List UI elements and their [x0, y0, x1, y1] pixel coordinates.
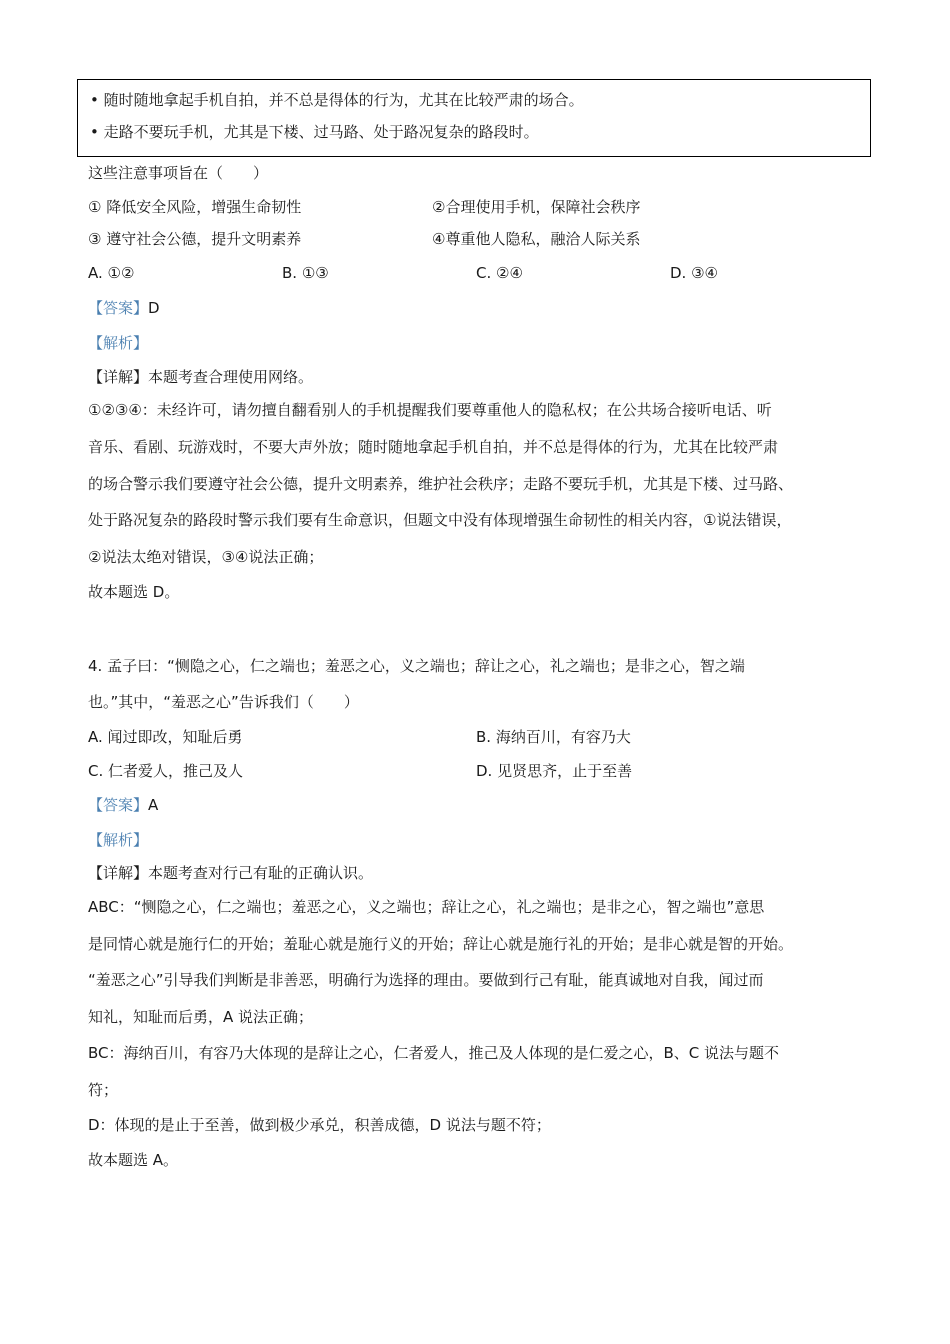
option-d: D. ③④ [670, 264, 718, 282]
detail-line: 【详解】本题考查对行己有耻的正确认识。 [88, 864, 374, 882]
option-c: C. 仁者爱人，推己及人 [88, 762, 244, 780]
analysis-tag: 【解析】 [88, 831, 149, 849]
option-a: A. ①② [88, 264, 135, 282]
question-stem: 也。”其中，“羞恶之心”告诉我们（ ） [88, 693, 359, 711]
answer-value: A [148, 796, 159, 814]
detail-line: ②说法太绝对错误，③④说法正确； [88, 548, 324, 566]
statement: ① 降低安全风险，增强生命韧性 [88, 198, 302, 216]
answer-value: D [148, 299, 160, 317]
option-a: A. 闻过即改，知耻后勇 [88, 728, 243, 746]
note-bullet: • 随时随地拿起手机自拍，并不总是得体的行为，尤其在比较严肃的场合。 [90, 91, 584, 109]
option-d: D. 见贤思齐，止于至善 [476, 762, 633, 780]
notes-box [77, 79, 871, 157]
answer-tag: 【答案】 [88, 796, 149, 814]
answer-line [88, 298, 160, 318]
detail-line: 知礼，知耻而后勇，A 说法正确； [88, 1008, 314, 1026]
detail-line: “羞恶之心”引导我们判断是非善恶，明确行为选择的理由。要做到行己有耻，能真诚地对自我，闻过而 [88, 971, 764, 989]
detail-line: 故本题选 A。 [88, 1151, 179, 1169]
note-bullet: • 走路不要玩手机，尤其是下楼、过马路、处于路况复杂的路段时。 [90, 123, 539, 141]
answer-tag: 【答案】 [88, 299, 149, 317]
option-b: B. ①③ [282, 264, 329, 282]
statement: ②合理使用手机，保障社会秩序 [432, 198, 641, 216]
detail-line: ABC：“恻隐之心，仁之端也；羞恶之心，义之端也；辞让之心，礼之端也；是非之心，智之端也”意思 [88, 898, 765, 916]
detail-line: BC：海纳百川，有容乃大体现的是辞让之心，仁者爱人，推己及人体现的是仁爱之心，B、C 说法与题不 [88, 1044, 780, 1062]
detail-line: 故本题选 D。 [88, 583, 180, 601]
detail-line: 符； [88, 1081, 119, 1099]
detail-line: 的场合警示我们要遵守社会公德，提升文明素养，维护社会秩序；走路不要玩手机，尤其是下楼、过马路、 [88, 475, 794, 493]
detail-line: 是同情心就是施行仁的开始；羞耻心就是施行义的开始；辞让心就是施行礼的开始；是非心就是智的开始。 [88, 935, 794, 953]
detail-line: ①②③④：未经许可，请勿擅自翻看别人的手机提醒我们要尊重他人的隐私权；在公共场合接听电话、听 [88, 401, 772, 419]
analysis-tag: 【解析】 [88, 334, 149, 352]
answer-line [88, 795, 158, 815]
detail-line: 音乐、看剧、玩游戏时，不要大声外放；随时随地拿起手机自拍，并不总是得体的行为，尤其在比较严肃 [88, 438, 779, 456]
option-c: C. ②④ [476, 264, 523, 282]
option-b: B. 海纳百川，有容乃大 [476, 728, 631, 746]
statement: ③ 遵守社会公德，提升文明素养 [88, 230, 302, 248]
detail-line: D：体现的是止于至善，做到极少承兑，积善成德，D 说法与题不符； [88, 1116, 551, 1134]
question-stem: 4. 孟子曰：“恻隐之心，仁之端也；羞恶之心，义之端也；辞让之心，礼之端也；是非之心，智之端 [88, 657, 745, 675]
detail-line: 处于路况复杂的路段时警示我们要有生命意识，但题文中没有体现增强生命韧性的相关内容，①说法错误， [88, 511, 792, 529]
question-stem: 这些注意事项旨在（ ） [88, 164, 269, 182]
detail-line: 【详解】本题考查合理使用网络。 [88, 368, 314, 386]
statement: ④尊重他人隐私，融洽人际关系 [432, 230, 641, 248]
